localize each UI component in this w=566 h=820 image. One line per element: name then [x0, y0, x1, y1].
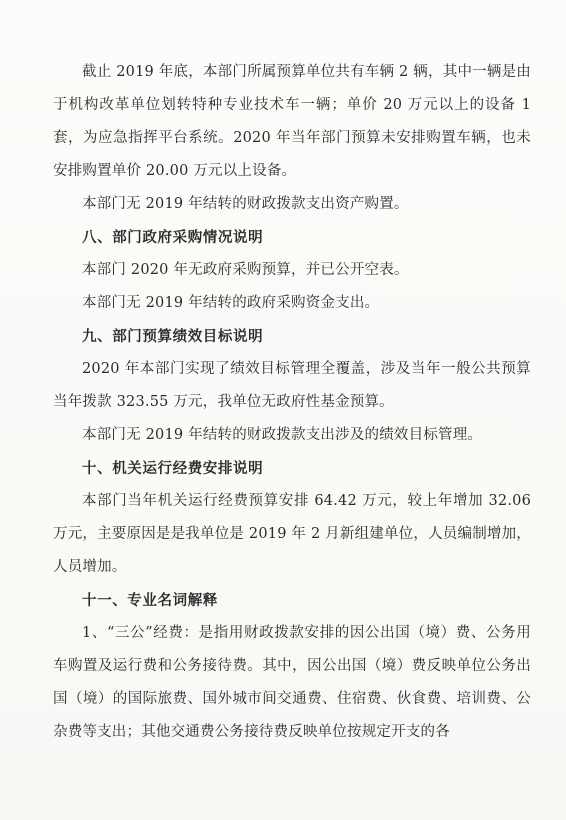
- section-heading-operating-funds: 十、机关运行经费安排说明: [82, 460, 264, 477]
- paragraph-operating-funds: 本部门当年机关运行经费预算安排 64.42 万元，较上年增加 32.06 万元，主要原因是是我单位是 2019 年 2 月新组建单位，人员编制增加，人员增加。: [53, 493, 531, 575]
- paragraph-procurement-budget: 本部门 2020 年无政府采购预算，并已公开空表。: [82, 262, 409, 278]
- paragraph-three-public-expenses: 1、“三公”经费：是指用财政拨款安排的因公出国（境）费、公务用车购置及运行费和公务接待费。其中，因公出国（境）费反映单位公务出国（境）的国际旅费、国外城市间交通费、住宿费、伙食费、培训费、公杂费等支出；其他交通费公务接待费反映单位按规定开支的各: [53, 625, 531, 740]
- paragraph-performance-carryover: 本部门无 2019 年结转的财政拨款支出涉及的绩效目标管理。: [82, 427, 483, 443]
- paragraph-procurement-carryover: 本部门无 2019 年结转的政府采购资金支出。: [82, 295, 380, 311]
- section-heading-terms: 十一、专业名词解释: [82, 592, 218, 609]
- paragraph-asset-purchase: 本部门无 2019 年结转的财政拨款支出资产购置。: [82, 196, 409, 212]
- section-heading-procurement: 八、部门政府采购情况说明: [82, 229, 264, 246]
- paragraph-vehicle-assets: 截止 2019 年底，本部门所属预算单位共有车辆 2 辆，其中一辆是由于机构改革单位划转特种专业技术车一辆；单价 20 万元以上的设备 1 套，为应急指挥平台系统。2020 年当年部门预算未安排购置车辆，也未安排购置单价 20.00 万元以上设备。: [53, 64, 531, 179]
- section-heading-performance: 九、部门预算绩效目标说明: [82, 328, 264, 345]
- document-body: [53, 56, 531, 749]
- paragraph-performance-goals: 2020 年本部门实现了绩效目标管理全覆盖，涉及当年一般公共预算当年拨款 323.55 万元，我单位无政府性基金预算。: [53, 361, 531, 410]
